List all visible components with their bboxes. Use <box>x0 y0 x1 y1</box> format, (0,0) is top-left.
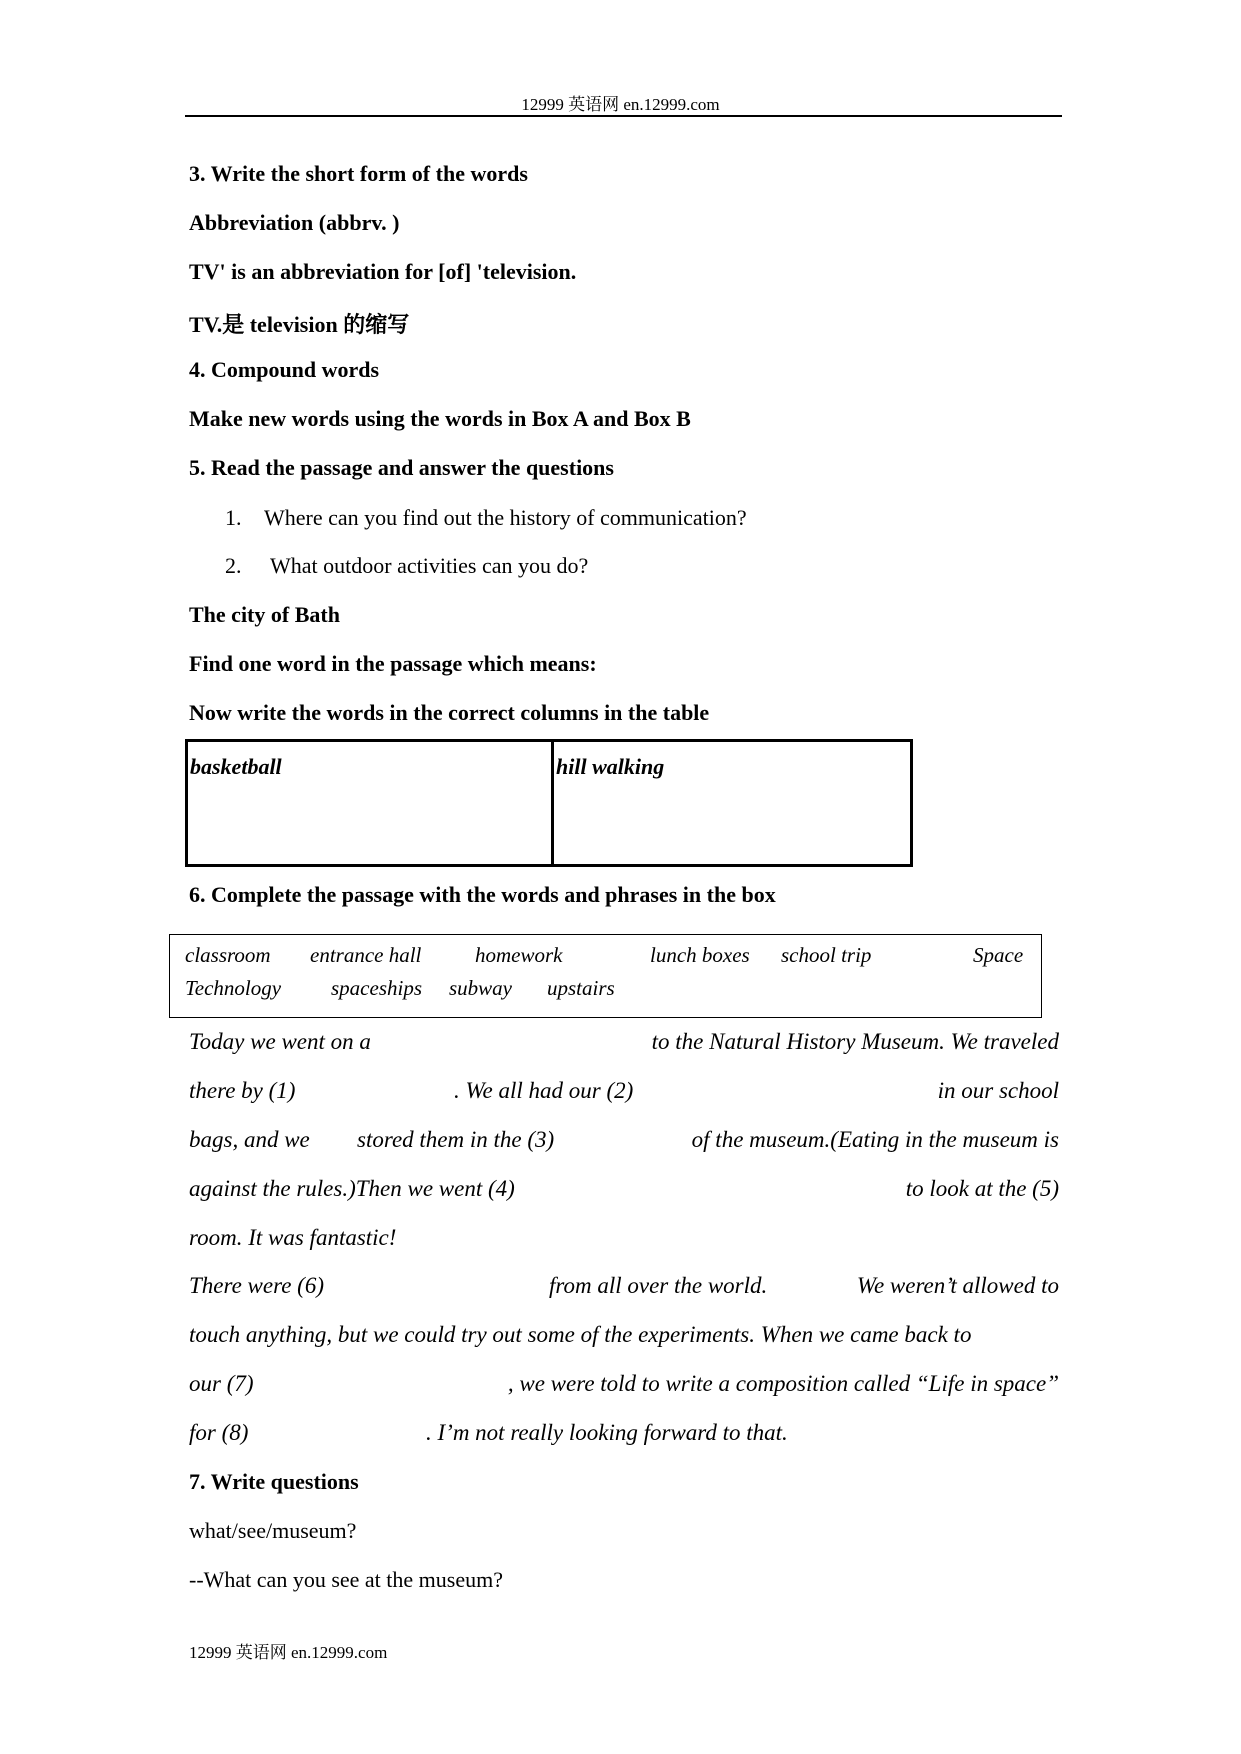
word-box-item: spaceships <box>331 976 422 1000</box>
passage-text: against the rules.)Then we went (4) <box>189 1176 515 1201</box>
section5-heading: 5. Read the passage and answer the questions <box>189 455 614 480</box>
passage-line <box>189 1322 1059 1354</box>
section4-heading: 4. Compound words <box>189 357 380 382</box>
passage-line <box>189 1371 1059 1403</box>
passage-text: from all over the world. <box>549 1273 768 1298</box>
question-2 <box>0 553 1241 583</box>
question-number: 1. <box>225 505 242 530</box>
word-box-item: homework <box>475 943 563 967</box>
word-box <box>169 934 1042 1018</box>
passage-text: . I’m not really looking forward to that. <box>426 1420 788 1445</box>
section6-heading: 6. Complete the passage with the words and phrases in the box <box>189 882 776 907</box>
question-number: 2. <box>225 553 242 578</box>
passage-text: to look at the (5) <box>905 1176 1059 1201</box>
question-text: Where can you find out the history of communication? <box>264 505 747 530</box>
word-box-item: Space <box>973 943 1024 967</box>
page-footer: 12999 英语网 en.12999.com <box>189 1643 388 1662</box>
word-box-item: Technology <box>185 976 282 1000</box>
passage-line <box>189 1420 1059 1452</box>
section7-heading: 7. Write questions <box>189 1469 359 1494</box>
passage-text: There were (6) <box>189 1273 324 1298</box>
passage-text: to the Natural History Museum. We traveled <box>651 1029 1059 1054</box>
passage-text: bags, and we <box>189 1127 310 1152</box>
find-word-instruction: Find one word in the passage which means: <box>189 651 597 676</box>
question-1 <box>0 505 1241 535</box>
passage-text: in our school <box>937 1078 1059 1103</box>
table-instruction: Now write the words in the correct columns in the table <box>189 700 710 725</box>
section3-heading: 3. Write the short form of the words <box>189 161 528 186</box>
word-box-item: upstairs <box>547 976 615 1000</box>
passage-text: of the museum.(Eating in the museum is <box>691 1127 1059 1152</box>
word-box-item: school trip <box>781 943 872 967</box>
table-header-basketball: basketball <box>190 754 282 779</box>
abbreviation-line: Abbreviation (abbrv. ) <box>189 210 400 235</box>
word-box-item: subway <box>449 976 512 1000</box>
header-rule <box>185 115 1062 117</box>
word-box-item: classroom <box>185 943 271 967</box>
passage-line <box>189 1029 1059 1061</box>
passage-text: We weren’t allowed to <box>856 1273 1059 1298</box>
passage-text: touch anything, but we could try out some of the experiments. When we came back to <box>189 1322 972 1347</box>
table-header-hill-walking: hill walking <box>556 754 665 779</box>
example-answer: --What can you see at the museum? <box>189 1567 503 1592</box>
word-box-item: entrance hall <box>310 943 422 967</box>
passage-text: . We all had our (2) <box>454 1078 634 1103</box>
passage-title: The city of Bath <box>189 602 340 627</box>
passage-line <box>189 1127 1059 1159</box>
passage-text: there by (1) <box>189 1078 296 1103</box>
passage-text: Today we went on a <box>189 1029 371 1054</box>
compound-instruction: Make new words using the words in Box A and Box B <box>189 406 691 431</box>
activities-table <box>185 739 913 867</box>
passage-text: stored them in the (3) <box>357 1127 555 1152</box>
passage-text: room. It was fantastic! <box>189 1225 397 1250</box>
passage-text: , we were told to write a composition called “Life in space” <box>507 1371 1059 1396</box>
word-box-item: lunch boxes <box>650 943 750 967</box>
prompt-line: what/see/museum? <box>189 1518 357 1543</box>
question-text: What outdoor activities can you do? <box>270 553 589 578</box>
tv-chinese-line: TV.是 television 的缩写 <box>189 312 410 337</box>
passage-text: for (8) <box>189 1420 249 1445</box>
tv-abbreviation-line: TV' is an abbreviation for [of] 'television. <box>189 259 577 284</box>
passage-line <box>189 1176 1059 1208</box>
page-header: 12999 英语网 en.12999.com <box>521 95 720 114</box>
passage-text: our (7) <box>189 1371 254 1396</box>
passage-line <box>189 1078 1059 1110</box>
passage-line <box>189 1225 1059 1257</box>
passage-line <box>189 1273 1059 1305</box>
